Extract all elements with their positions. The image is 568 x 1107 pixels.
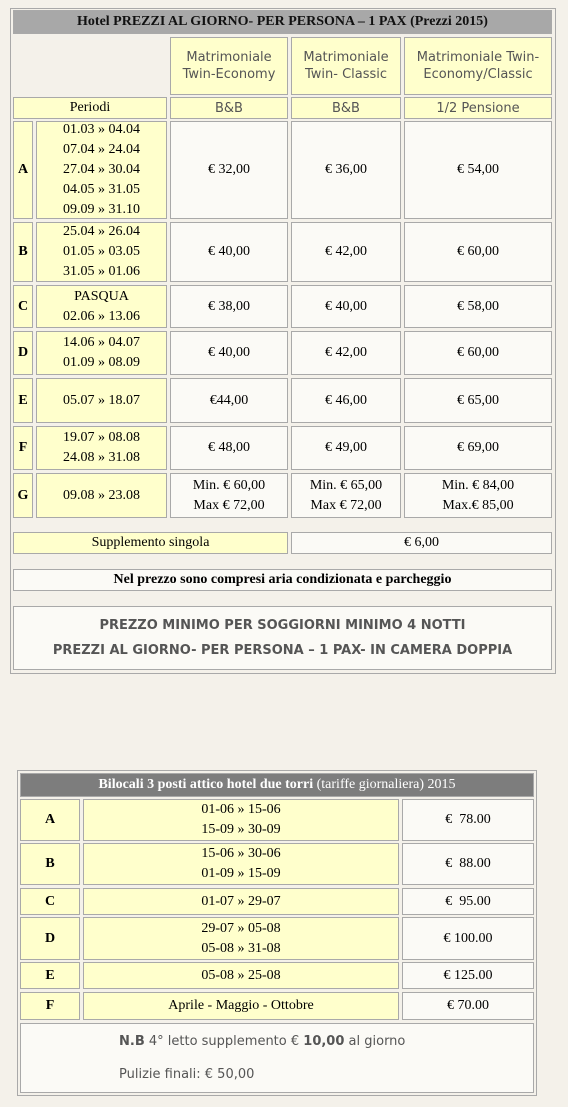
price-b-classic: € 42,00: [291, 222, 401, 282]
period-code-d: D: [13, 331, 33, 375]
period-dates-g: 09.08 » 23.08: [36, 473, 167, 518]
period-dates-e: 05.07 » 18.07: [36, 378, 167, 423]
period-code-a: A: [13, 121, 33, 219]
price-e-classic: € 46,00: [291, 378, 401, 423]
price-b-halfboard: € 60,00: [404, 222, 552, 282]
period-dates-a: 01.03 » 04.04 07.04 » 24.04 27.04 » 30.04 04.05 » 31.05 09.09 » 31.10: [36, 121, 167, 219]
bilocali-dates-e: 05-08 » 25-08: [83, 962, 399, 989]
bilocali-price-e: € 125.00: [402, 962, 534, 989]
per-person-note: PREZZI AL GIORNO- PER PERSONA – 1 PAX- IN CAMERA DOPPIA: [52, 642, 513, 658]
bilocali-price-c: € 95.00: [402, 888, 534, 915]
minimum-stay-note: PREZZO MINIMO PER SOGGIORNI MINIMO 4 NOTTI: [99, 617, 466, 633]
price-d-classic: € 42,00: [291, 331, 401, 375]
period-code-e: E: [13, 378, 33, 423]
bilocali-price-d: € 100.00: [402, 917, 534, 960]
price-g-halfboard: Min. € 84,00 Max.€ 85,00: [404, 473, 552, 518]
bilocali-dates-d: 29-07 » 05-08 05-08 » 31-08: [83, 917, 399, 960]
period-dates-f: 19.07 » 08.08 24.08 » 31.08: [36, 426, 167, 470]
price-g-classic: Min. € 65,00 Max € 72,00: [291, 473, 401, 518]
bilocali-price-a: € 78.00: [402, 799, 534, 841]
period-code-b: B: [13, 222, 33, 282]
supplemento-value: € 6,00: [291, 532, 552, 554]
price-b-economy: € 40,00: [170, 222, 288, 282]
fourth-bed-note: N.B 4° letto supplemento € 10,00 al giorno: [119, 1034, 406, 1049]
room-type-header-1: Matrimoniale Twin-Economy: [170, 37, 288, 95]
bilocali-dates-c: 01-07 » 29-07: [83, 888, 399, 915]
bilocali-code-c: C: [20, 888, 80, 915]
bilocali-price-f: € 70.00: [402, 992, 534, 1020]
price-c-economy: € 38,00: [170, 285, 288, 328]
bilocali-code-d: D: [20, 917, 80, 960]
price-f-halfboard: € 69,00: [404, 426, 552, 470]
hotel-prices-title: Hotel PREZZI AL GIORNO- PER PERSONA – 1 PAX (Prezzi 2015): [13, 10, 552, 34]
bilocali-code-b: B: [20, 843, 80, 885]
room-type-header-2: Matrimoniale Twin- Classic: [291, 37, 401, 95]
period-code-g: G: [13, 473, 33, 518]
price-footer-notes: [13, 606, 552, 670]
price-f-classic: € 49,00: [291, 426, 401, 470]
included-note: Nel prezzo sono compresi aria condizionata e parcheggio: [13, 569, 552, 591]
board-type-1: B&B: [170, 97, 288, 119]
price-c-classic: € 40,00: [291, 285, 401, 328]
board-type-3: 1/2 Pensione: [404, 97, 552, 119]
price-g-economy: Min. € 60,00 Max € 72,00: [170, 473, 288, 518]
price-e-halfboard: € 65,00: [404, 378, 552, 423]
bilocali-dates-b: 15-06 » 30-06 01-09 » 15-09: [83, 843, 399, 885]
room-type-header-3: Matrimoniale Twin-Economy/Classic: [404, 37, 552, 95]
price-e-economy: €44,00: [170, 378, 288, 423]
bilocali-notes: [20, 1023, 534, 1093]
bilocali-code-e: E: [20, 962, 80, 989]
board-type-2: B&B: [291, 97, 401, 119]
price-f-economy: € 48,00: [170, 426, 288, 470]
period-dates-b: 25.04 » 26.04 01.05 » 03.05 31.05 » 01.06: [36, 222, 167, 282]
price-a-classic: € 36,00: [291, 121, 401, 219]
price-d-halfboard: € 60,00: [404, 331, 552, 375]
bilocali-code-f: F: [20, 992, 80, 1020]
period-dates-c: PASQUA 02.06 » 13.06: [36, 285, 167, 328]
bilocali-dates-f: Aprile - Maggio - Ottobre: [83, 992, 399, 1020]
period-code-c: C: [13, 285, 33, 328]
periodi-header: Periodi: [13, 97, 167, 119]
price-a-halfboard: € 54,00: [404, 121, 552, 219]
cleaning-fee-note: Pulizie finali: € 50,00: [119, 1067, 255, 1082]
bilocali-title: Bilocali 3 posti attico hotel due torri (tariffe giornaliera) 2015: [20, 773, 534, 797]
period-dates-d: 14.06 » 04.07 01.09 » 08.09: [36, 331, 167, 375]
bilocali-dates-a: 01-06 » 15-06 15-09 » 30-09: [83, 799, 399, 841]
price-c-halfboard: € 58,00: [404, 285, 552, 328]
period-code-f: F: [13, 426, 33, 470]
bilocali-price-b: € 88.00: [402, 843, 534, 885]
price-d-economy: € 40,00: [170, 331, 288, 375]
price-a-economy: € 32,00: [170, 121, 288, 219]
supplemento-label: Supplemento singola: [13, 532, 288, 554]
bilocali-code-a: A: [20, 799, 80, 841]
